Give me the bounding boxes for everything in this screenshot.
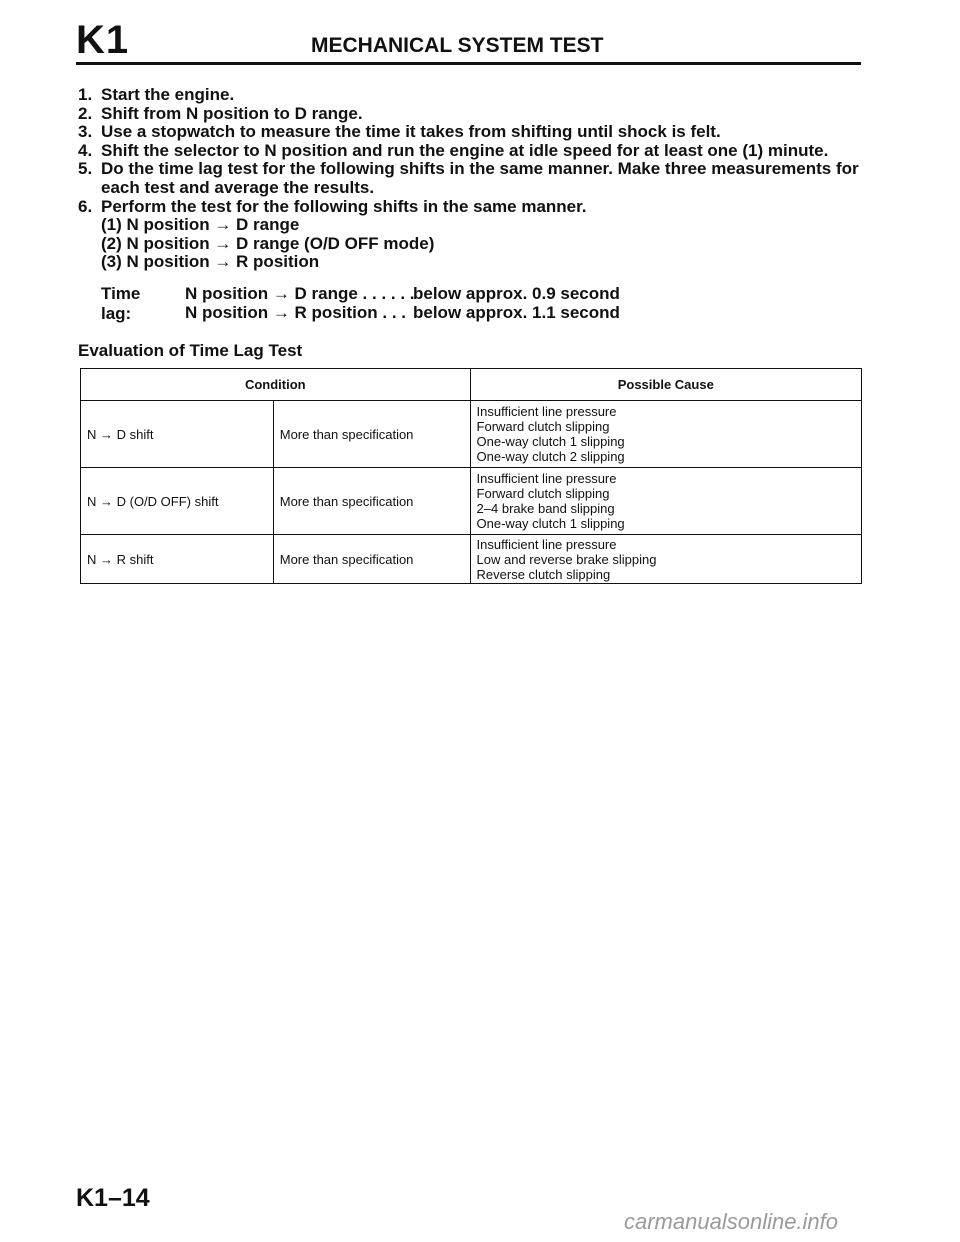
table-header-row xyxy=(81,369,862,401)
step-text: Use a stopwatch to measure the time it takes from shifting until shock is felt. xyxy=(101,122,721,142)
cause-item: 2–4 brake band slipping xyxy=(476,501,615,516)
step-number: 5. xyxy=(78,159,93,179)
step-number: 1. xyxy=(78,85,93,104)
page-title: MECHANICAL SYSTEM TEST xyxy=(311,34,604,57)
step-3 xyxy=(78,123,878,142)
table-row xyxy=(81,535,862,584)
step-number: 4. xyxy=(78,140,93,160)
shift-cell: N → R shift xyxy=(81,535,274,584)
step-6 xyxy=(78,198,878,217)
cause-cell xyxy=(470,468,861,535)
header-rule xyxy=(76,62,861,65)
cause-item: Insufficient line pressure xyxy=(476,404,617,419)
time-lag-condition: N position → D range . . . . . . xyxy=(185,284,415,303)
step-1 xyxy=(78,86,878,105)
table-row xyxy=(81,468,862,535)
cause-item: One-way clutch 2 slipping xyxy=(476,449,625,464)
shift-cell: N → D (O/D OFF) shift xyxy=(81,468,274,535)
step-number: 6. xyxy=(78,196,93,216)
cause-item: Insufficient line pressure xyxy=(476,471,617,486)
substep-1: (1) N position → D range xyxy=(101,215,300,235)
step-text: Perform the test for the following shifts in the same manner. xyxy=(101,196,587,216)
possible-cause-header: Possible Cause xyxy=(470,369,861,401)
step-text: Shift from N position to D range. xyxy=(101,103,363,123)
evaluation-title: Evaluation of Time Lag Test xyxy=(78,341,303,360)
watermark: carmanualsonline.info xyxy=(624,1209,839,1234)
result-cell: More than specification xyxy=(273,401,470,468)
time-lag-label: Time lag: xyxy=(101,284,141,323)
cause-item: Reverse clutch slipping xyxy=(476,566,611,582)
time-lag-value: below approx. 1.1 second xyxy=(413,303,620,322)
step-2 xyxy=(78,105,878,124)
step-number: 2. xyxy=(78,103,93,123)
cause-item: Forward clutch slipping xyxy=(476,486,610,501)
step-text: Shift the selector to N position and run the engine at idle speed for at least one (1) minute. xyxy=(101,140,829,160)
substep-3: (3) N position → R position xyxy=(101,252,320,272)
result-cell: More than specification xyxy=(273,535,470,584)
section-code: K1 xyxy=(76,18,130,62)
step-text: Do the time lag test for the following shifts in the same manner. Make three measurements for each test and average the results. xyxy=(101,159,859,197)
cause-item: One-way clutch 1 slipping xyxy=(476,516,625,531)
step-5 xyxy=(78,160,878,197)
table-row xyxy=(81,401,862,468)
time-lag-value: below approx. 0.9 second xyxy=(413,284,620,303)
condition-header: Condition xyxy=(81,369,471,401)
cause-cell xyxy=(470,535,861,584)
substep-list xyxy=(101,216,878,272)
page-number: K1–14 xyxy=(76,1184,150,1212)
substep-2: (2) N position → D range (O/D OFF mode) xyxy=(101,233,435,253)
cause-cell xyxy=(470,401,861,468)
cause-item: Insufficient line pressure xyxy=(476,536,617,552)
cause-item: Low and reverse brake slipping xyxy=(476,551,657,567)
step-4 xyxy=(78,142,878,161)
step-text: Start the engine. xyxy=(101,85,235,104)
evaluation-table xyxy=(80,368,862,584)
cause-item: One-way clutch 1 slipping xyxy=(476,434,625,449)
shift-cell: N → D shift xyxy=(81,401,274,468)
procedure-steps xyxy=(78,86,878,272)
cause-item: Forward clutch slipping xyxy=(476,419,610,434)
time-lag-condition: N position → R position . . . xyxy=(185,303,406,322)
step-number: 3. xyxy=(78,122,93,142)
page-header xyxy=(76,18,861,68)
result-cell: More than specification xyxy=(273,468,470,535)
